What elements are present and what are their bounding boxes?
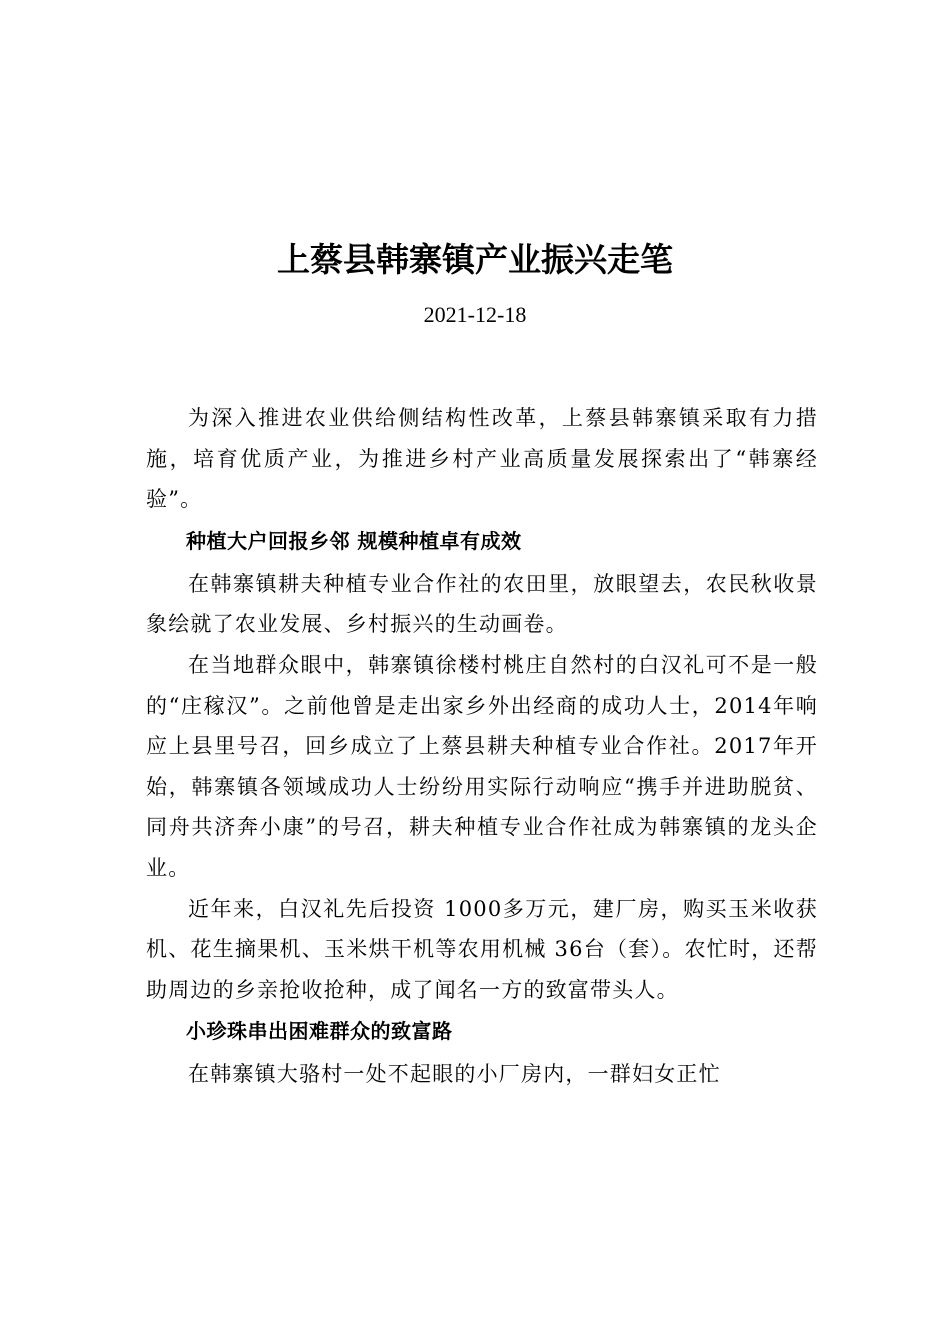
paragraph-bai-hanli: 在当地群众眼中，韩寨镇徐楼村桃庄自然村的白汉礼可不是一般的“庄稼汉”。之前他曾是走出家乡外出经商的成功人士，2014年响应上县里号召，回乡成立了上蔡县耕夫种植专业合作社。2017年开始，韩寨镇各领域成功人士纷纷用实际行动响应“携手并进助脱贫、同舟共济奔小康”的号召，耕夫种植专业合作社成为韩寨镇的龙头企业。 <box>146 652 818 880</box>
article-date: 2021-12-18 <box>423 302 527 327</box>
section-heading-planting: 种植大户回报乡邻 规模种植卓有成效 <box>186 528 522 553</box>
article-title: 上蔡县韩寨镇产业振兴走笔 <box>277 240 673 279</box>
paragraph-workshop: 在韩寨镇大骆村一处不起眼的小厂房内，一群妇女正忙 <box>188 1062 721 1087</box>
article-body <box>146 398 818 1095</box>
paragraph-investment: 近年来，白汉礼先后投资 1000多万元，建厂房，购买玉米收获机、花生摘果机、玉米烘干机等农用机械 36台（套）。农忙时，还帮助周边的乡亲抢收抢种，成了闻名一方的致富带头人。 <box>146 896 818 1002</box>
paragraph-intro: 为深入推进农业供给侧结构性改革，上蔡县韩寨镇采取有力措施，培育优质产业，为推进乡村产业高质量发展探索出了“韩寨经验”。 <box>146 406 818 512</box>
paragraph-harvest-scene: 在韩寨镇耕夫种植专业合作社的农田里，放眼望去，农民秋收景象绘就了农业发展、乡村振兴的生动画卷。 <box>146 571 818 637</box>
section-heading-pearl: 小珍珠串出困难群众的致富路 <box>186 1019 453 1044</box>
